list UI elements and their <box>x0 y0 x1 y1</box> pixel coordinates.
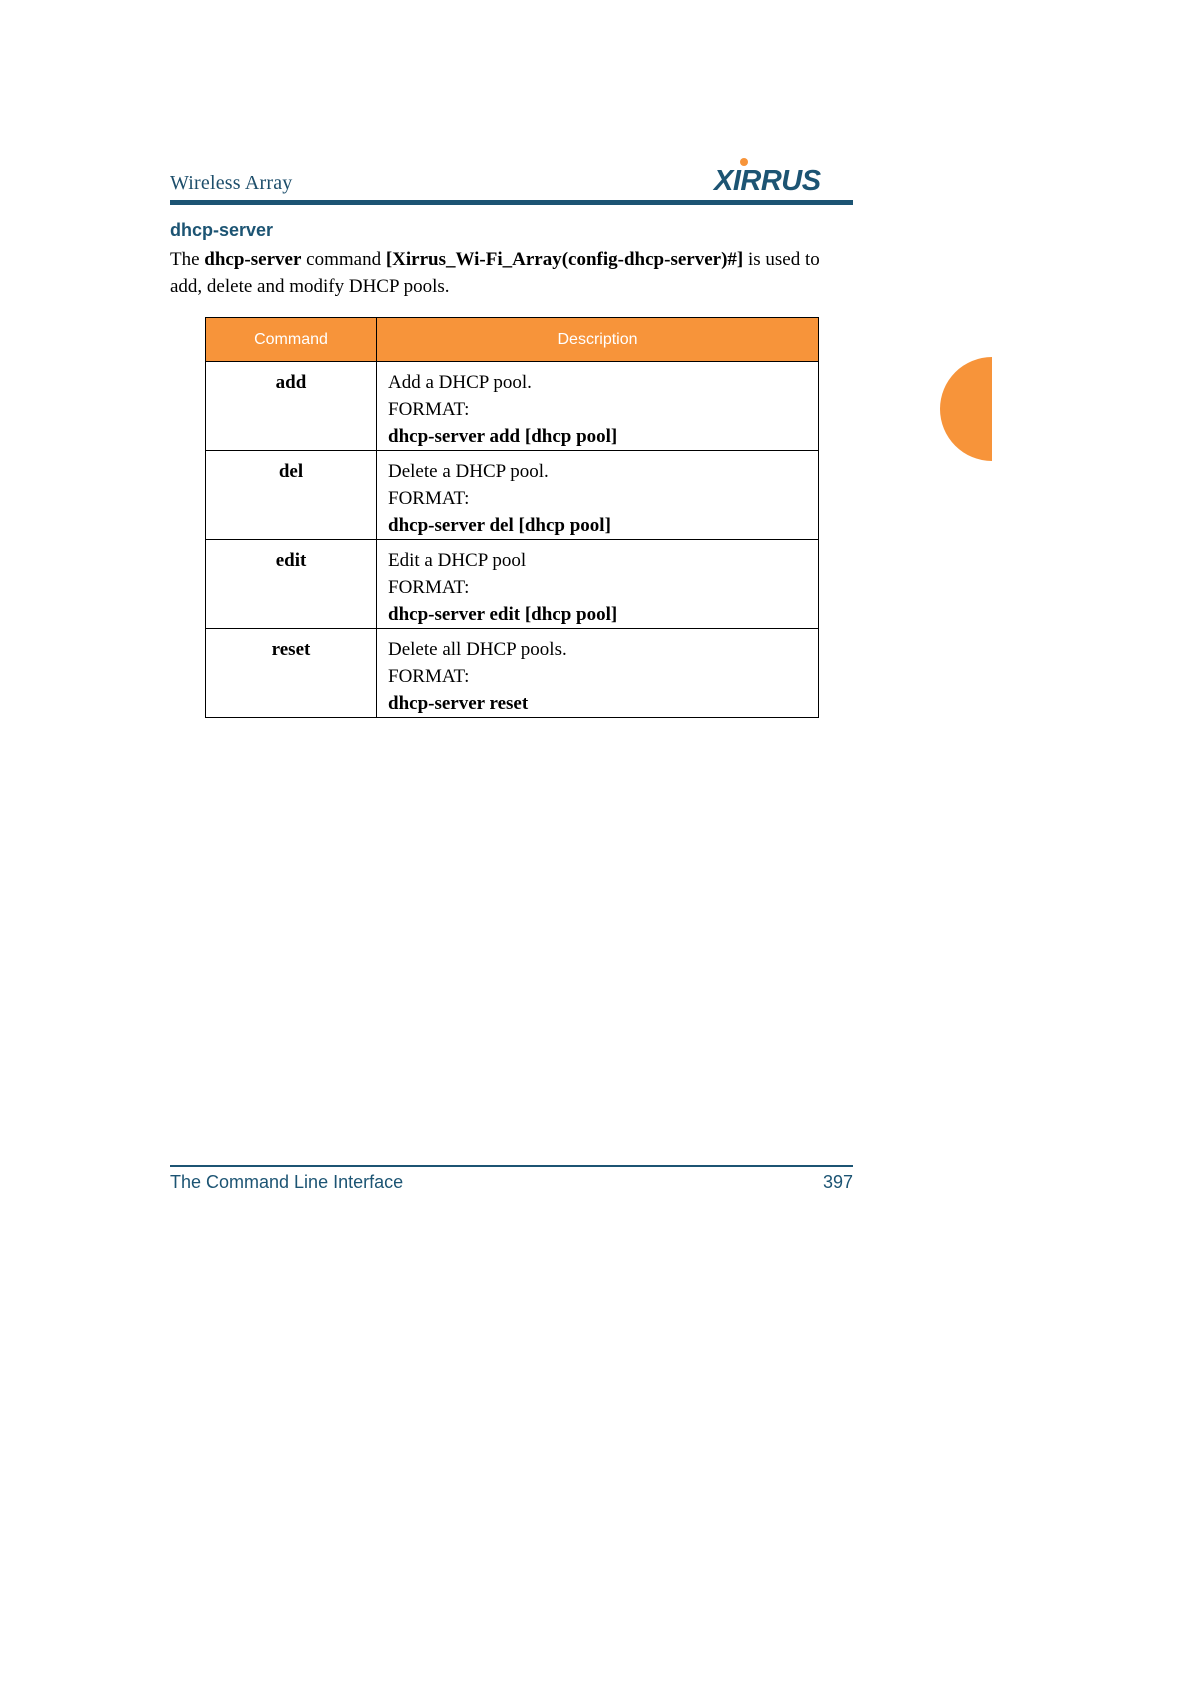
format-syntax: dhcp-server del [dhcp pool] <box>388 515 611 536</box>
command-cell: edit <box>206 540 377 629</box>
command-cell: reset <box>206 629 377 718</box>
table-header-row <box>206 318 819 362</box>
intro-text-run: The <box>170 249 205 270</box>
intro-paragraph <box>170 246 856 300</box>
command-table <box>205 317 819 718</box>
description-text: Delete all DHCP pools. <box>388 639 567 660</box>
section-heading: dhcp-server <box>170 220 274 240</box>
table-row <box>206 362 819 451</box>
description-text: Edit a DHCP pool <box>388 550 527 571</box>
footer-chapter-title: The Command Line Interface <box>170 1172 404 1192</box>
command-cell: add <box>206 362 377 451</box>
description-cell <box>377 451 819 540</box>
running-header: Wireless Array <box>170 172 293 194</box>
description-text: Delete a DHCP pool. <box>388 461 549 482</box>
description-text: Add a DHCP pool. <box>388 372 532 393</box>
intro-bold-run: dhcp-server <box>204 249 302 270</box>
table-row <box>206 451 819 540</box>
chapter-tab <box>940 357 992 461</box>
command-cell: del <box>206 451 377 540</box>
intro-text-run: command <box>301 249 386 270</box>
footer-rule <box>170 1165 853 1167</box>
format-label: FORMAT: <box>388 666 470 687</box>
column-header-description: Description <box>377 318 819 362</box>
page-number: 397 <box>822 1172 853 1192</box>
description-cell <box>377 362 819 451</box>
column-header-command: Command <box>206 318 377 362</box>
table-row <box>206 540 819 629</box>
logo-wordmark: XIRRUS <box>714 165 821 196</box>
header-rule <box>170 200 853 205</box>
format-syntax: dhcp-server edit [dhcp pool] <box>388 604 618 625</box>
format-label: FORMAT: <box>388 399 470 420</box>
description-cell <box>377 629 819 718</box>
description-cell <box>377 540 819 629</box>
format-syntax: dhcp-server add [dhcp pool] <box>388 426 618 447</box>
xirrus-logo <box>712 156 852 196</box>
format-syntax: dhcp-server reset <box>388 693 529 714</box>
intro-text-run: is used to add, delete and modify DHCP pools. <box>170 249 820 297</box>
table-row <box>206 629 819 718</box>
format-label: FORMAT: <box>388 577 470 598</box>
intro-bold-run: [Xirrus_Wi-Fi_Array(config-dhcp-server)#] <box>385 249 744 270</box>
format-label: FORMAT: <box>388 488 470 509</box>
